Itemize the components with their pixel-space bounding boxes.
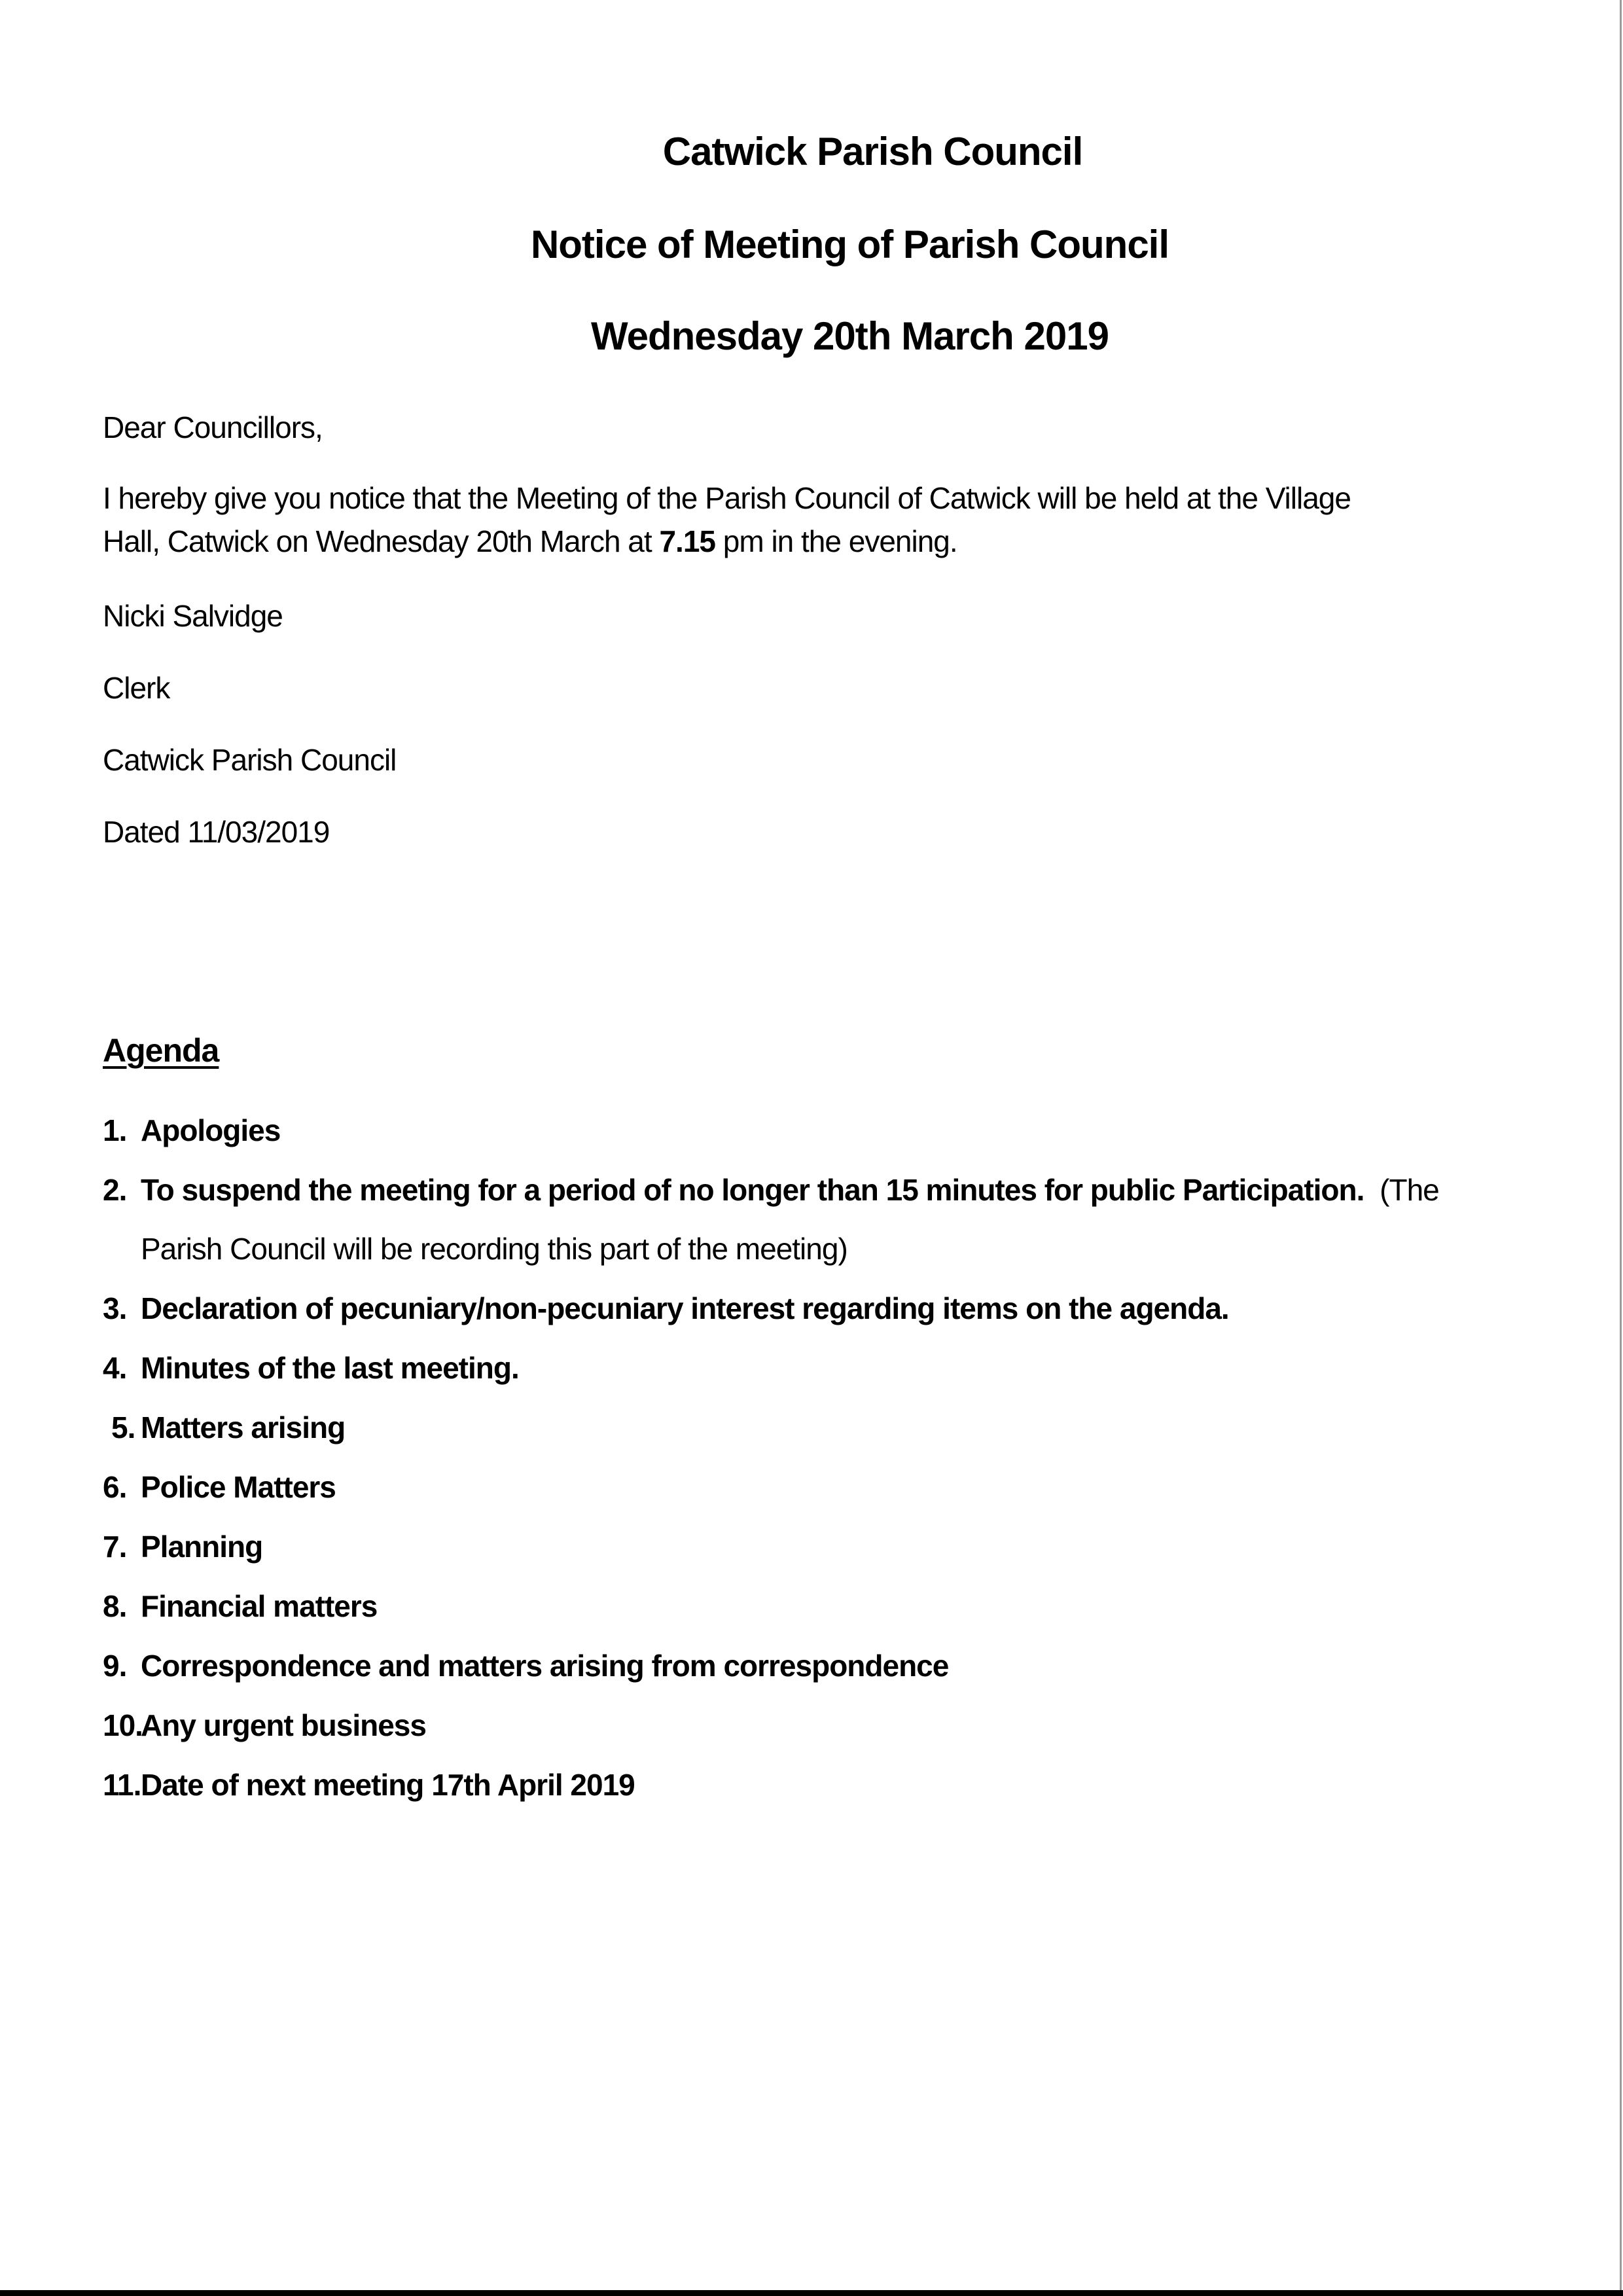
agenda-item-9-number: 9. bbox=[103, 1649, 127, 1683]
intro-paragraph bbox=[103, 476, 1597, 563]
agenda-item-2-bold-text: To suspend the meeting for a period of no longer than 15 minutes for public Participation. bbox=[141, 1173, 1364, 1207]
agenda-item-3-text: Declaration of pecuniary/non-pecuniary interest regarding items on the agenda. bbox=[141, 1291, 1229, 1325]
agenda-item-7-text: Planning bbox=[141, 1530, 263, 1564]
agenda-item-11-text: Date of next meeting 17th April 2019 bbox=[141, 1768, 635, 1802]
document-title: Catwick Parish Council bbox=[662, 130, 1083, 173]
agenda-item-3 bbox=[103, 1288, 1597, 1329]
agenda-item-8 bbox=[103, 1586, 1597, 1626]
meeting-time: 7.15 bbox=[659, 524, 715, 558]
salutation: Dear Councillors, bbox=[103, 410, 323, 444]
agenda-item-10 bbox=[103, 1705, 1597, 1746]
agenda-item-4-text: Minutes of the last meeting. bbox=[141, 1351, 519, 1385]
agenda-item-1-text: Apologies bbox=[141, 1113, 281, 1147]
agenda-item-4 bbox=[103, 1348, 1597, 1388]
agenda-item-10-number: 10. bbox=[103, 1708, 143, 1742]
agenda-item-4-number: 4. bbox=[103, 1351, 127, 1385]
agenda-heading bbox=[103, 1029, 1597, 1072]
page-bottom-edge-strip bbox=[0, 2290, 1623, 2296]
agenda-item-11 bbox=[103, 1765, 1597, 1805]
agenda-heading-text: Agenda bbox=[103, 1032, 219, 1069]
agenda-item-7-number: 7. bbox=[103, 1530, 127, 1564]
agenda-item-2-note-start: (The bbox=[1372, 1173, 1439, 1207]
signature-date: Dated 11/03/2019 bbox=[103, 815, 330, 849]
agenda-item-5 bbox=[103, 1407, 1597, 1448]
agenda-item-11-number: 11. bbox=[103, 1768, 141, 1802]
agenda-item-8-number: 8. bbox=[103, 1589, 127, 1623]
agenda-item-8-text: Financial matters bbox=[141, 1589, 378, 1623]
intro-line-2-pre: Hall, Catwick on Wednesday 20th March at bbox=[103, 524, 660, 558]
agenda-item-1 bbox=[103, 1110, 1597, 1151]
agenda-item-6 bbox=[103, 1467, 1597, 1507]
intro-line-1: I hereby give you notice that the Meeting of the Parish Council of Catwick will be held at the Village bbox=[103, 481, 1351, 515]
agenda-item-5-text: Matters arising bbox=[141, 1410, 346, 1444]
agenda-item-3-number: 3. bbox=[103, 1291, 127, 1325]
agenda-item-5-number: 5. bbox=[111, 1410, 135, 1444]
intro-line-2-post: pm in the evening. bbox=[715, 524, 957, 558]
signature-role: Clerk bbox=[103, 671, 170, 705]
agenda-item-2-continuation: Parish Council will be recording this part of the meeting) bbox=[141, 1232, 847, 1266]
signature-name: Nicki Salvidge bbox=[103, 599, 283, 633]
page-right-edge-line bbox=[1620, 0, 1622, 2296]
intro-line-2 bbox=[103, 520, 1597, 563]
agenda-item-9 bbox=[103, 1645, 1597, 1686]
agenda-item-10-text: Any urgent business bbox=[141, 1708, 426, 1742]
agenda-item-2 bbox=[103, 1170, 1597, 1210]
agenda-item-2-number: 2. bbox=[103, 1173, 127, 1207]
agenda-item-6-number: 6. bbox=[103, 1470, 127, 1504]
document-date-heading: Wednesday 20th March 2019 bbox=[591, 314, 1109, 358]
agenda-item-7 bbox=[103, 1526, 1597, 1567]
agenda-item-2-text bbox=[141, 1170, 1597, 1210]
signature-organisation: Catwick Parish Council bbox=[103, 743, 397, 777]
agenda-item-1-number: 1. bbox=[103, 1113, 127, 1147]
agenda-item-6-text: Police Matters bbox=[141, 1470, 336, 1504]
document-subtitle: Notice of Meeting of Parish Council bbox=[530, 223, 1169, 266]
agenda-item-9-text: Correspondence and matters arising from correspondence bbox=[141, 1649, 949, 1683]
